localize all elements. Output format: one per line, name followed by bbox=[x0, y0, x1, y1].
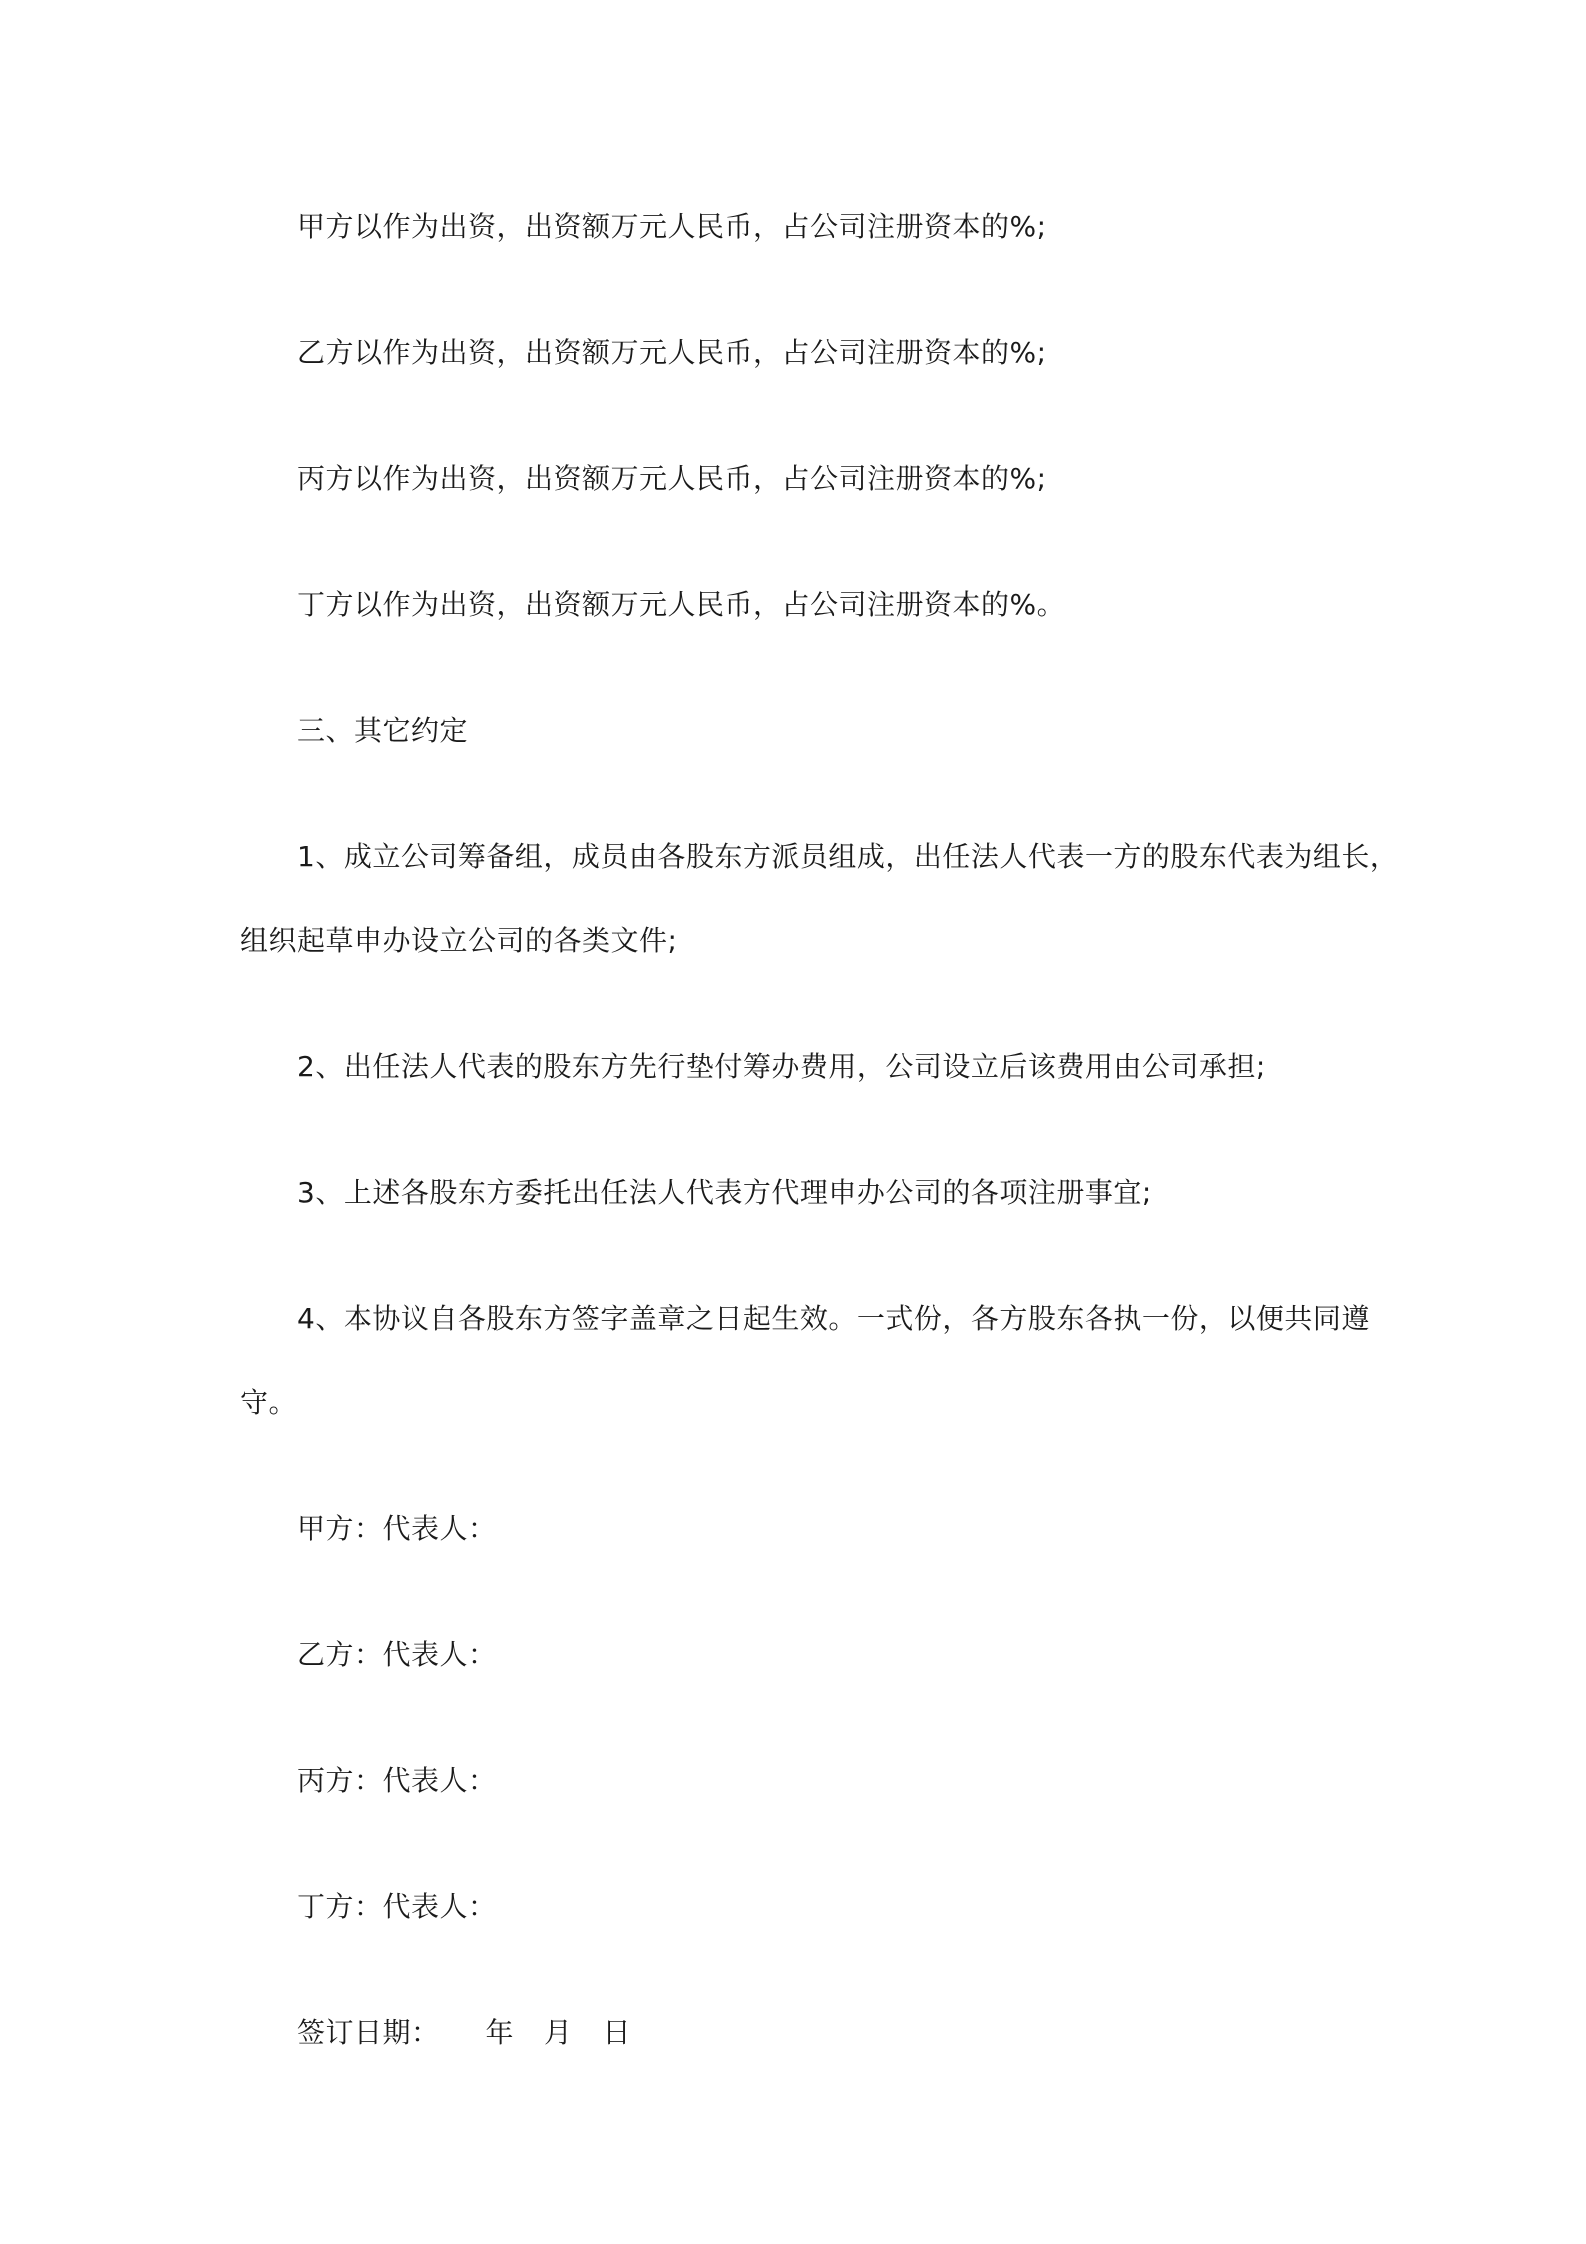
capital-line-bing: 丙方以作为出资，出资额万元人民币，占公司注册资本的%; bbox=[297, 462, 1047, 495]
capital-line-jia: 甲方以作为出资，出资额万元人民币，占公司注册资本的%; bbox=[297, 210, 1047, 243]
signature-ding: 丁方：代表人： bbox=[297, 1890, 497, 1923]
section-heading: 三、其它约定 bbox=[297, 714, 469, 747]
clause-3: 3、上述各股东方委托出任法人代表方代理申办公司的各项注册事宜; bbox=[297, 1176, 1152, 1209]
signature-yi: 乙方：代表人： bbox=[297, 1638, 497, 1671]
clause-1-line-2: 组织起草申办设立公司的各类文件; bbox=[240, 924, 678, 957]
signing-date-month: 月 bbox=[544, 2016, 573, 2049]
signature-bing: 丙方：代表人： bbox=[297, 1764, 497, 1797]
signing-date-label: 签订日期： bbox=[297, 2016, 440, 2049]
signing-date-year: 年 bbox=[485, 2016, 515, 2049]
signature-jia: 甲方：代表人： bbox=[297, 1512, 497, 1545]
signing-date bbox=[297, 2013, 631, 2053]
clause-1-line-1: 1、成立公司筹备组，成员由各股东方派员组成，出任法人代表一方的股东代表为组长， bbox=[297, 840, 1399, 873]
signing-date-day: 日 bbox=[602, 2016, 632, 2049]
clause-4-line-2: 守。 bbox=[240, 1386, 298, 1419]
clause-4-line-1: 4、本协议自各股东方签字盖章之日起生效。一式份，各方股东各执一份，以便共同遵 bbox=[297, 1302, 1370, 1335]
clause-2: 2、出任法人代表的股东方先行垫付筹办费用，公司设立后该费用由公司承担; bbox=[297, 1050, 1266, 1083]
capital-line-yi: 乙方以作为出资，出资额万元人民币，占公司注册资本的%; bbox=[297, 336, 1047, 369]
capital-line-ding: 丁方以作为出资，出资额万元人民币，占公司注册资本的%。 bbox=[297, 588, 1066, 621]
